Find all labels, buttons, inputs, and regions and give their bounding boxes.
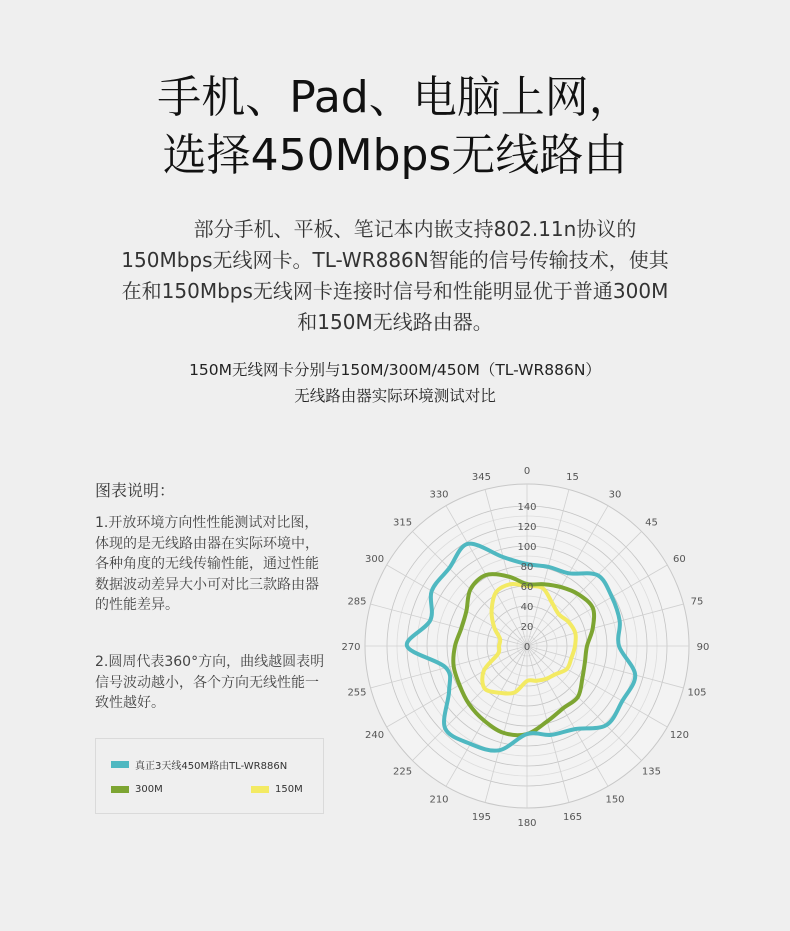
angle-label: 90 <box>696 642 710 653</box>
intro-line: 在和150Mbps无线网卡连接时信号和性能明显优于普通300M <box>121 279 669 303</box>
radar-chart <box>340 466 720 838</box>
angle-label: 120 <box>669 730 689 741</box>
legend-item-300m <box>111 784 163 795</box>
angle-label: 345 <box>471 471 491 483</box>
angle-label: 315 <box>393 517 413 529</box>
angle-label: 270 <box>341 642 361 653</box>
note-1: 1.开放环境方向性性能测试对比图，体现的是无线路由器在实际环境中，各种角度的无线传输性能，通过性能数据波动差异大小可对比三款路由器的性能差异。 <box>95 515 319 613</box>
intro-line: 部分手机、平板、笔记本内嵌支持802.11n协议的 <box>193 217 637 241</box>
legend-swatch-450m <box>111 761 129 768</box>
chart-legend <box>95 738 324 814</box>
chart-title-line1: 150M无线网卡分别与150M/300M/450M（TL-WR886N） <box>189 361 601 379</box>
angle-label: 0 <box>523 466 531 477</box>
legend-label-300m: 300M <box>135 784 163 795</box>
legend-label-450m: 真正3天线450M路由TL-WR886N <box>135 761 288 772</box>
radial-tick-label: 140 <box>517 502 537 513</box>
legend-swatch-150m <box>251 786 269 793</box>
angle-label: 195 <box>471 812 491 824</box>
intro-paragraph <box>95 214 695 338</box>
legend-swatch-300m <box>111 786 129 793</box>
legend-label-150m: 150M <box>275 784 303 795</box>
intro-line: 和150M无线路由器。 <box>297 310 493 334</box>
notes-title: 图表说明： <box>95 481 176 500</box>
angle-label: 45 <box>645 517 658 529</box>
angle-label: 75 <box>690 596 704 608</box>
angle-label: 60 <box>673 554 686 565</box>
angle-label: 150 <box>605 794 625 806</box>
angle-label: 225 <box>393 766 413 778</box>
angle-label: 105 <box>687 687 707 699</box>
radial-tick-label: 80 <box>520 562 534 573</box>
angle-label: 135 <box>641 766 661 778</box>
angle-label: 30 <box>608 489 622 501</box>
angle-label: 255 <box>347 687 367 699</box>
radial-tick-label: 40 <box>520 602 534 613</box>
radial-tick-label: 0 <box>523 642 531 653</box>
legend-item-150m <box>251 784 303 795</box>
intro-line: 150Mbps无线网卡。TL-WR886N智能的信号传输技术，使其 <box>121 248 669 272</box>
angle-label: 300 <box>365 554 385 565</box>
angle-label: 15 <box>566 471 579 483</box>
angle-label: 210 <box>429 794 449 806</box>
angle-label: 165 <box>563 812 583 824</box>
chart-title-line2: 无线路由器实际环境测试对比 <box>294 387 496 405</box>
radial-tick-label: 100 <box>517 542 537 553</box>
page-title-line2: 选择450Mbps无线路由 <box>162 130 628 181</box>
legend-item-450m <box>111 757 287 772</box>
angle-label: 240 <box>365 730 385 741</box>
angle-label: 180 <box>517 818 537 829</box>
radial-tick-label: 120 <box>517 522 537 533</box>
radial-tick-label: 60 <box>520 582 534 593</box>
radial-tick-label: 20 <box>520 622 534 633</box>
angle-label: 330 <box>429 489 449 501</box>
note-2: 2.圆周代表360°方向，曲线越圆表明信号波动越小，各个方向无线性能一致性越好。 <box>95 654 325 711</box>
page-title-line1: 手机、Pad、电脑上网， <box>157 72 633 123</box>
angle-label: 285 <box>347 596 367 608</box>
